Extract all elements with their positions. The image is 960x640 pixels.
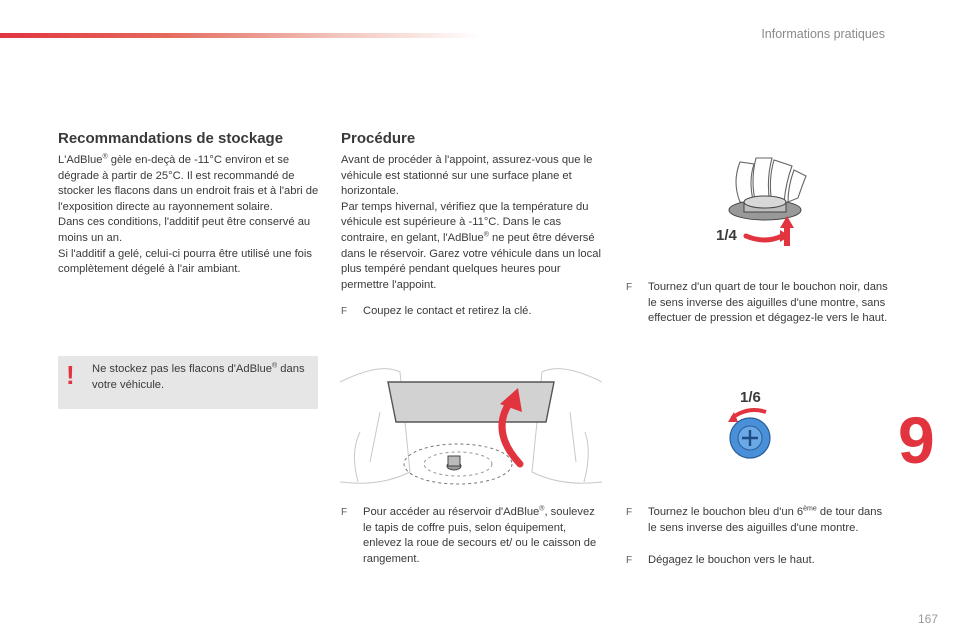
- procedure-p2-b: ne peut être déversé dans le réservoir. Garez votre véhicule dans un local plus tempéré pendant quelques heures pour permettre l'appoint.: [341, 231, 601, 291]
- step-bullet-icon: F: [341, 306, 348, 317]
- sixth-turn-label: 1/6: [740, 389, 761, 406]
- step-blue-cap: [626, 505, 888, 536]
- storage-paragraph-3: Si l'additif a gelé, celui-ci pourra être utilisé une fois complètement dégelé à l'air ambiant.: [58, 247, 312, 276]
- superscript-eme: ème: [803, 505, 817, 513]
- procedure-paragraph-1: Avant de procéder à l'appoint, assurez-vous que le véhicule est stationné sur une surface plane et horizontale.: [341, 154, 593, 198]
- registered-mark: ®: [272, 362, 278, 370]
- procedure-p2-a: Par temps hivernal, vérifiez que la température du véhicule est supérieure à -11°C. Dans le cas contraire, en gelant, l'AdBlue: [341, 200, 589, 244]
- step-2-text: [363, 505, 603, 567]
- adblue-filler-cap: [447, 456, 461, 470]
- step-access-tank: [341, 505, 603, 567]
- trunk-floor-cover: [388, 382, 554, 422]
- storage-paragraph-1: [58, 153, 320, 215]
- procedure-paragraph-2: [341, 200, 603, 294]
- quarter-turn-illustration: [710, 152, 820, 252]
- storage-p1-a: L'AdBlue: [58, 154, 103, 166]
- step-4-b: de tour dans le sens inverse des aiguilles d'une montre.: [648, 506, 883, 534]
- rotate-arrow-icon: [746, 236, 782, 240]
- sixth-turn-illustration: [716, 382, 796, 472]
- step-black-cap: [626, 280, 888, 327]
- warning-b: dans votre véhicule.: [92, 363, 305, 391]
- step-4-text: [648, 505, 888, 536]
- step-bullet-icon: F: [626, 282, 633, 293]
- section-title: Informations pratiques: [761, 27, 885, 41]
- step-5-text: Dégagez le bouchon vers le haut.: [648, 554, 815, 566]
- step-bullet-icon: F: [626, 555, 633, 566]
- storage-paragraph-2: Dans ces conditions, l'additif peut être conservé au moins un an.: [58, 216, 311, 244]
- storage-p1-b: gèle en-deçà de -11°C environ et se dégrade à partir de 25°C. Il est recommandé de stocker les flacons dans un endroit frais et à l'abri de l'exposition directe au rayonnement solaire.: [58, 154, 319, 213]
- registered-mark: ®: [539, 505, 545, 513]
- trunk-illustration: [340, 352, 602, 492]
- registered-mark: ®: [483, 231, 489, 239]
- step-remove-cap: [626, 553, 888, 569]
- step-bullet-icon: F: [341, 507, 348, 518]
- header-accent-bar: [0, 33, 480, 38]
- step-3-text: Tournez d'un quart de tour le bouchon noir, dans le sens inverse des aiguilles d'une montre, sans effectuer de pression et dégagez-le vers le haut.: [648, 281, 888, 325]
- step-ignition-off: [341, 304, 603, 320]
- step-2-b: , soulevez le tapis de coffre puis, selon équipement, enlevez la roue de secours et/ ou le caisson de rangement.: [363, 506, 597, 565]
- storage-title: Recommandations de stockage: [58, 130, 284, 147]
- quarter-turn-label: 1/4: [716, 227, 737, 244]
- blue-cap-icon: [730, 418, 770, 458]
- warning-a: Ne stockez pas les flacons d'AdBlue: [92, 363, 272, 375]
- up-arrow-icon: [780, 216, 794, 246]
- procedure-title: Procédure: [341, 130, 416, 147]
- step-2-a: Pour accéder au réservoir d'AdBlue: [363, 506, 540, 518]
- warning-box: [58, 356, 318, 409]
- warning-text: [92, 362, 312, 393]
- step-4-a: Tournez le bouchon bleu d'un 6: [648, 506, 804, 518]
- chapter-number: 9: [898, 403, 935, 477]
- step-bullet-icon: F: [626, 507, 633, 518]
- warning-icon: !: [66, 360, 75, 390]
- registered-mark: ®: [102, 153, 108, 161]
- storage-text: [58, 153, 320, 278]
- procedure-text: [341, 153, 603, 293]
- step-1-text: Coupez le contact et retirez la clé.: [363, 305, 532, 317]
- page-number: 167: [917, 612, 938, 626]
